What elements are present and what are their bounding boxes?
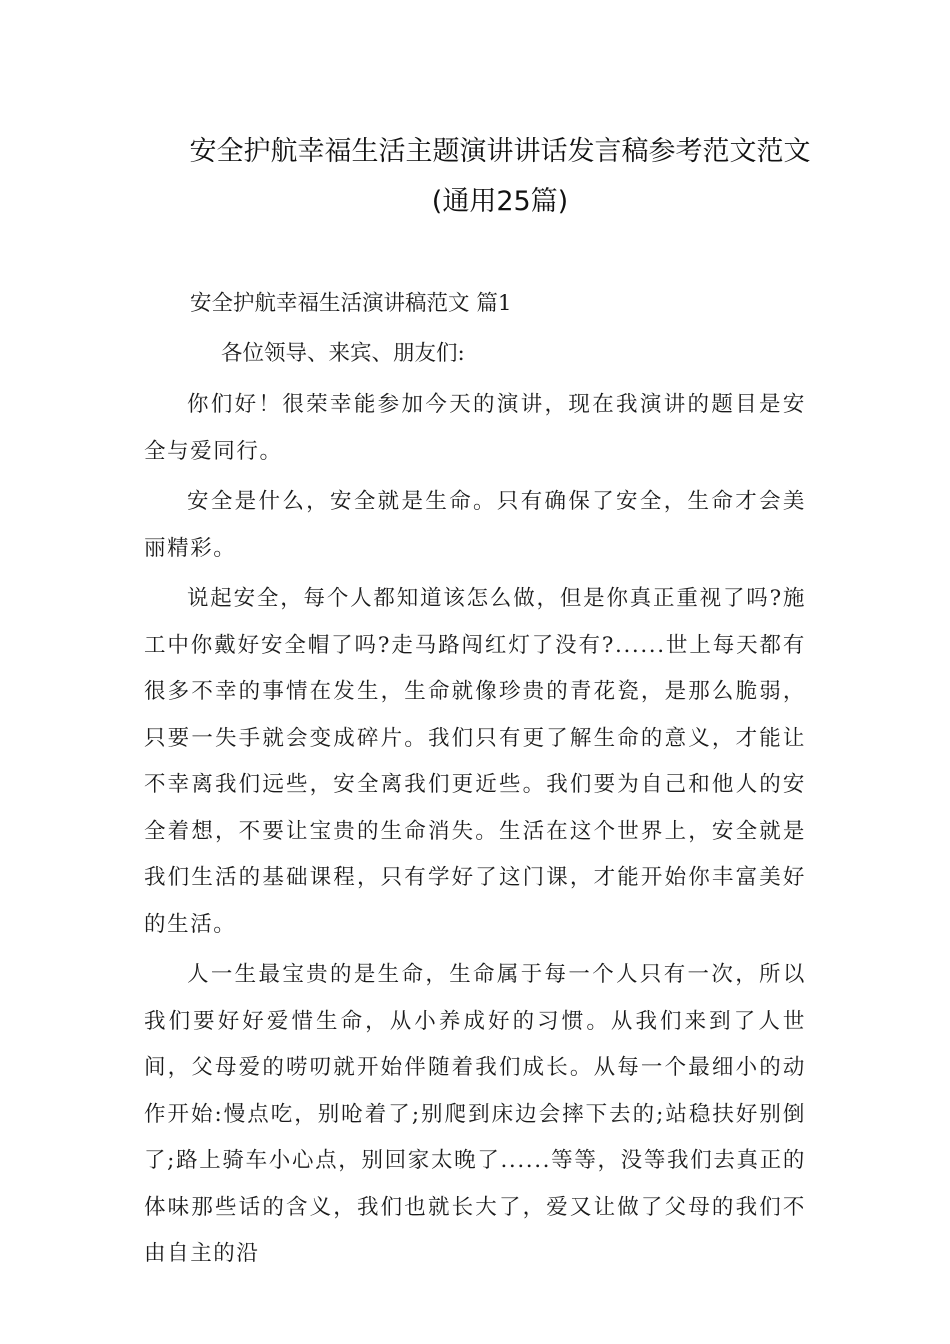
document-body xyxy=(144,382,806,1282)
paragraph: 说起安全，每个人都知道该怎么做，但是你真正重视了吗?施工中你戴好安全帽了吗?走马路闯红灯了没有?......世上每天都有很多不幸的事情在发生，生命就像珍贵的青花瓷，是那么脆弱，只要一失手就会变成碎片。我们只有更了解生命的意义，才能让不幸离我们远些，安全离我们更近些。我们要为自己和他人的安全着想，不要让宝贵的生命消失。生活在这个世界上，安全就是我们生活的基础课程，只有学好了这门课，才能开始你丰富美好的生活。 xyxy=(144,586,806,937)
paragraph: 你们好！很荣幸能参加今天的演讲，现在我演讲的题目是安全与爱同行。 xyxy=(144,392,806,464)
paragraph: 人一生最宝贵的是生命，生命属于每一个人只有一次，所以我们要好好爱惜生命，从小养成好的习惯。从我们来到了人世间，父母爱的唠叨就开始伴随着我们成长。从每一个最细小的动作开始:慢点吃，别呛着了;别爬到床边会摔下去的;站稳扶好别倒了;路上骑车小心点，别回家太晚了......等等，没等我们去真正的体味那些话的含义，我们也就长大了，爱又让做了父母的我们不由自主的沿 xyxy=(144,962,806,1266)
document-title-line-1: 安全护航幸福生活主题演讲讲话发言稿参考范文范文 xyxy=(189,136,811,167)
document-title-line-2: (通用25篇) xyxy=(431,186,569,217)
section-heading: 安全护航幸福生活演讲稿范文 篇1 xyxy=(190,291,512,316)
paragraph: 安全是什么，安全就是生命。只有确保了安全，生命才会美丽精彩。 xyxy=(144,489,806,561)
salutation: 各位领导、来宾、朋友们: xyxy=(221,341,465,366)
